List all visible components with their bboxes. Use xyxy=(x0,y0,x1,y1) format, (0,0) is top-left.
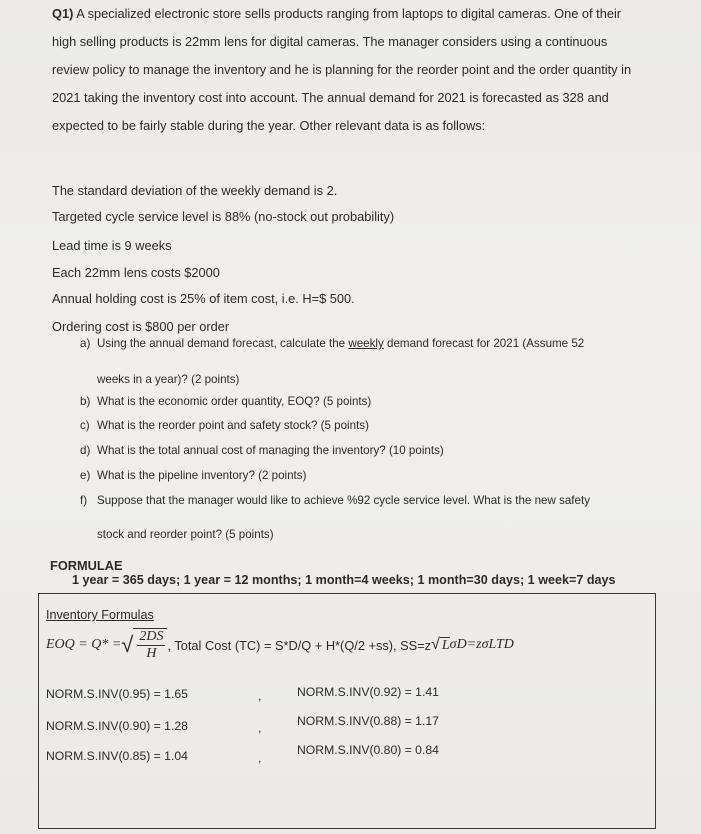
ss-tail: σD=zσLTD xyxy=(449,637,514,652)
subquestion-a-continued: weeks in a year)? (2 points) xyxy=(97,373,240,386)
norm-left-3: NORM.S.INV(0.85) = 1.04 xyxy=(46,749,188,763)
data-line-service-level: Targeted cycle service level is 88% (no-stock out probability) xyxy=(52,209,395,224)
eoq-denominator: H xyxy=(146,646,157,661)
eoq-sqrt: √ $\frac{2DS}{H}$ xyxy=(121,628,167,662)
eoq-numerator: 2DS xyxy=(139,629,164,644)
ss-sqrt: √ L xyxy=(431,636,450,653)
separator-3: , xyxy=(258,751,262,765)
emphasis-weekly: weekly xyxy=(348,337,384,350)
eoq-formula xyxy=(46,628,514,662)
subquestion-f-continued: stock and reorder point? (5 points) xyxy=(97,528,274,541)
subquestion-b: b) What is the economic order quantity, EOQ? (5 points) xyxy=(80,395,372,408)
ss-radicand: L xyxy=(441,637,450,653)
data-line-ordering-cost: Ordering cost is $800 per order xyxy=(52,319,230,334)
inventory-formulas-title: Inventory Formulas xyxy=(46,608,154,622)
data-line-stddev: The standard deviation of the weekly demand is 2. xyxy=(52,183,338,198)
eoq-fraction xyxy=(137,629,165,662)
norm-left-2: NORM.S.INV(0.90) = 1.28 xyxy=(46,719,188,733)
question-intro xyxy=(52,0,632,140)
subquestion-a: a) Using the annual demand forecast, calculate the weekly demand forecast for 2021 (Assume 52 xyxy=(80,337,585,350)
norm-right-2: NORM.S.INV(0.88) = 1.17 xyxy=(297,714,439,728)
subquestion-f: f) Suppose that the manager would like to achieve %92 cycle service level. What is the new safety xyxy=(80,494,590,507)
norm-left-1: NORM.S.INV(0.95) = 1.65 xyxy=(46,687,188,701)
subquestion-d: d) What is the total annual cost of managing the inventory? (10 points) xyxy=(80,444,444,457)
subquestion-c: c) What is the reorder point and safety stock? (5 points) xyxy=(80,419,369,432)
norm-right-1: NORM.S.INV(0.92) = 1.41 xyxy=(297,685,439,699)
separator-2: , xyxy=(258,721,262,735)
subquestion-e: e) What is the pipeline inventory? (2 points) xyxy=(80,469,307,482)
question-intro-text: A specialized electronic store sells products ranging from laptops to digital cameras. One of their high selling products is 22mm lens for digital cameras. The manager considers using a continuous review policy to manage the inventory and he is planning for the reorder point and the order quantity in 2021 taking the inventory cost into account. The annual demand for 2021 is forecasted as 328 and expected to be fairly stable during the year. Other relevant data is as follows: xyxy=(52,6,632,133)
question-label: Q1) xyxy=(52,6,74,21)
data-line-lens-cost: Each 22mm lens costs $2000 xyxy=(52,265,220,280)
formulae-title: FORMULAE xyxy=(50,558,123,573)
data-line-holding-cost: Annual holding cost is 25% of item cost, i.e. H=$ 500. xyxy=(52,291,355,306)
norm-right-3: NORM.S.INV(0.80) = 0.84 xyxy=(297,743,439,757)
eoq-left: EOQ = Q* = xyxy=(46,637,122,652)
total-cost-formula: , Total Cost (TC) = S*D/Q + H*(Q/2 +ss), SS=z xyxy=(167,637,432,653)
separator-1: , xyxy=(258,689,262,703)
unit-conversions: 1 year = 365 days; 1 year = 12 months; 1 month=4 weeks; 1 month=30 days; 1 week=7 days xyxy=(72,573,616,587)
data-line-lead-time: Lead time is 9 weeks xyxy=(52,238,172,253)
